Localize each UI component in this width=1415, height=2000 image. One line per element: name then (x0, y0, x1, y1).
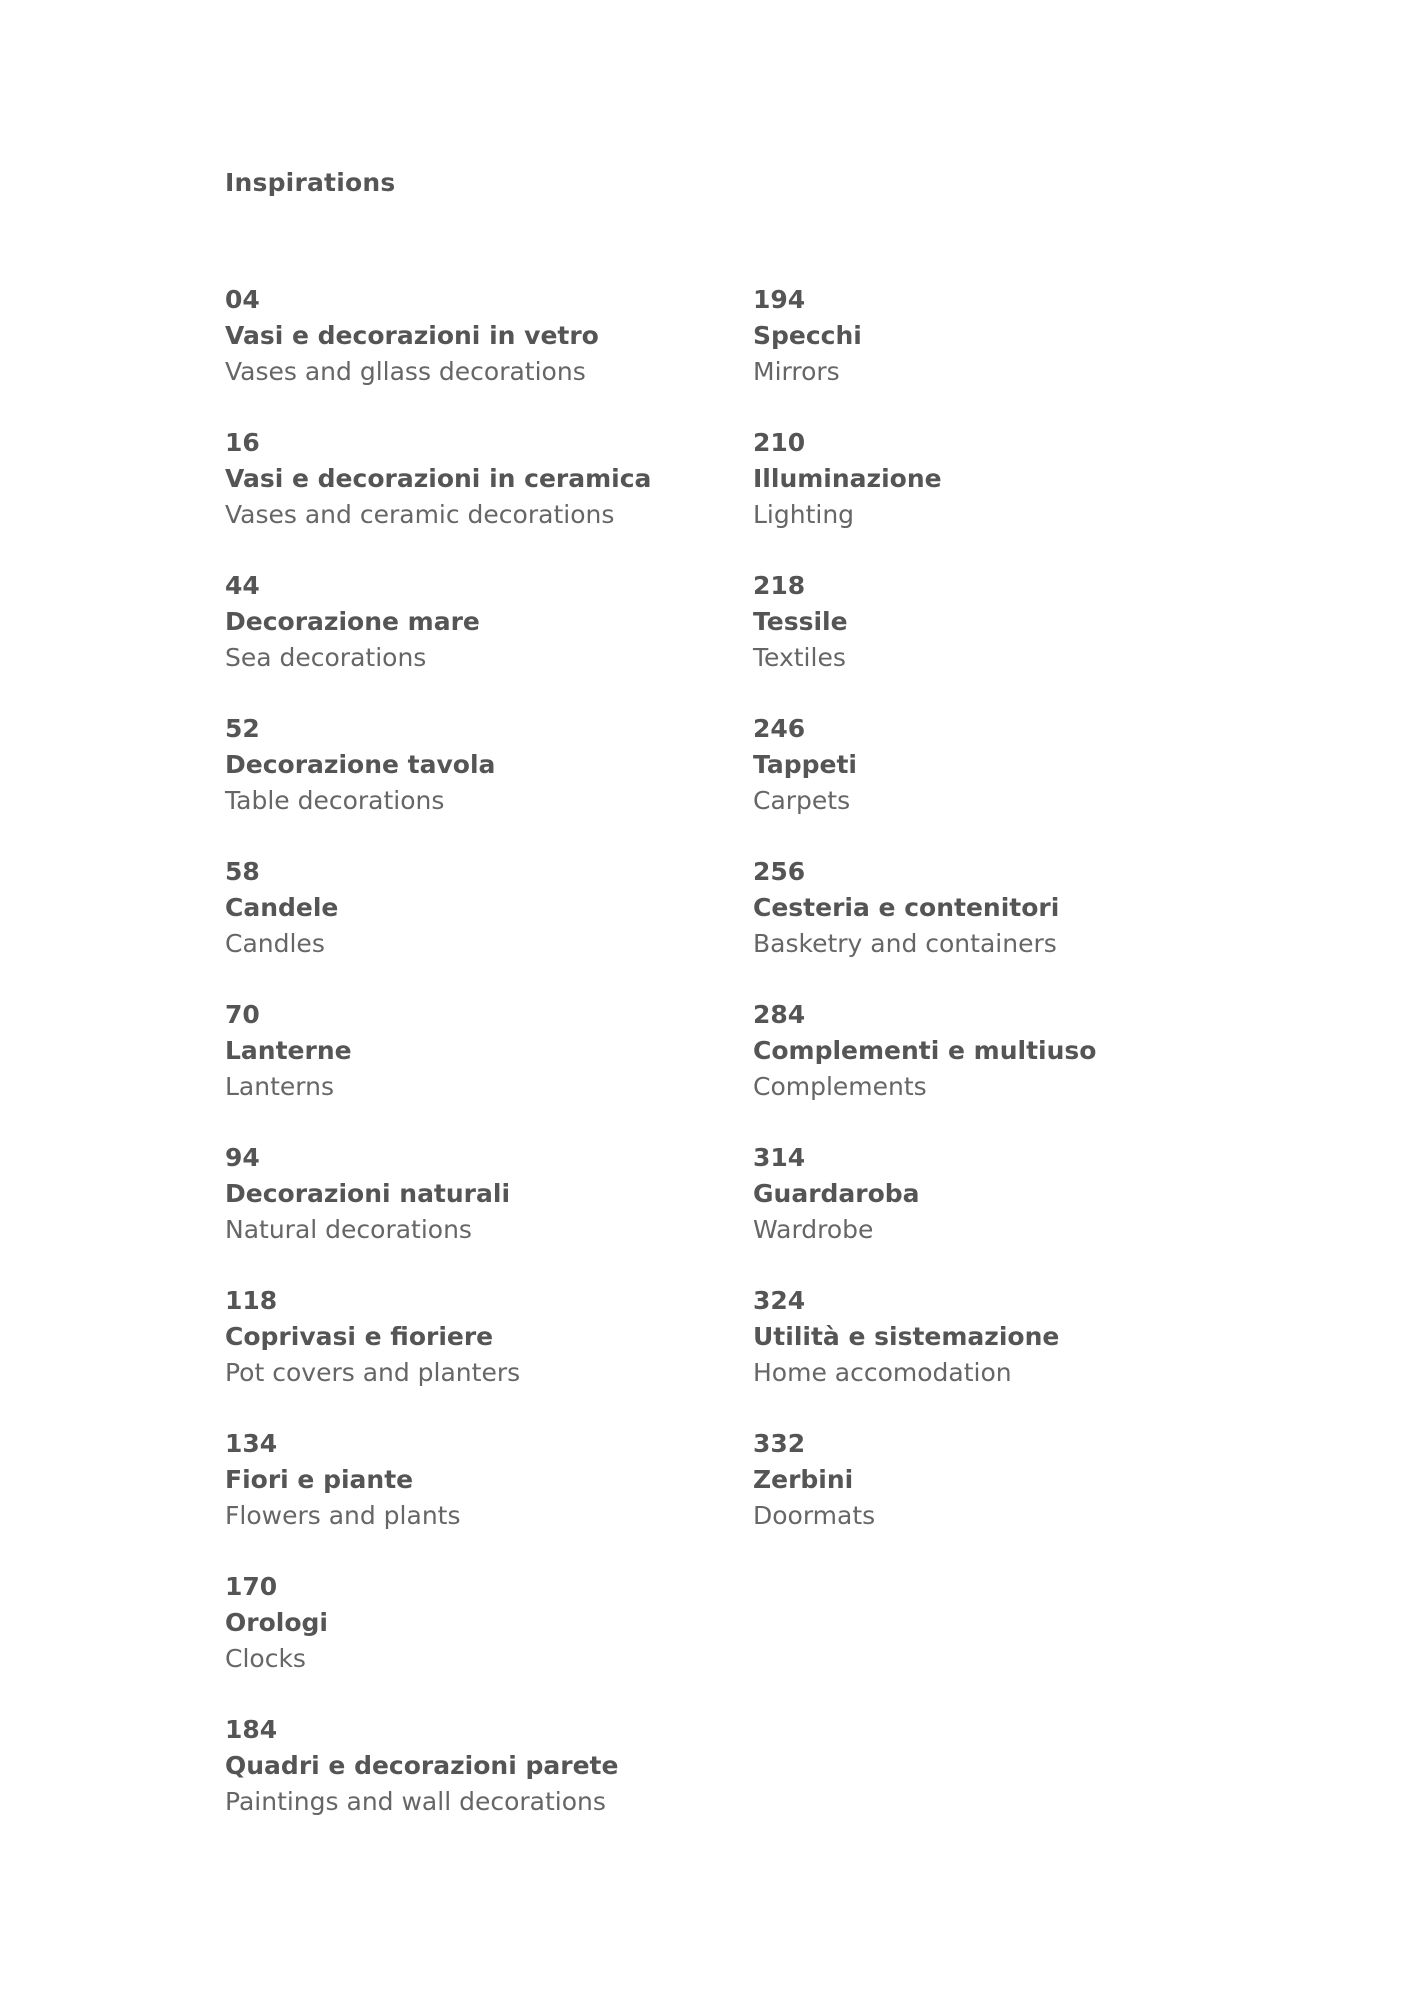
toc-page-number: 58 (225, 857, 260, 886)
toc-title-english: Lanterns (225, 1072, 334, 1101)
toc-title-english: Lighting (753, 500, 855, 529)
toc-title-italian: Decorazione tavola (225, 750, 496, 779)
toc-title-italian: Zerbini (753, 1465, 854, 1494)
toc-page-number: 246 (753, 714, 806, 743)
toc-left-column (225, 282, 745, 1855)
toc-title-english: Pot covers and planters (225, 1358, 521, 1387)
toc-title-italian: Coprivasi e fioriere (225, 1322, 494, 1351)
toc-page-number: 194 (753, 285, 806, 314)
toc-entry-zerbini[interactable] (753, 1426, 1273, 1569)
toc-title-italian: Vasi e decorazioni in ceramica (225, 464, 652, 493)
toc-title-italian: Specchi (753, 321, 862, 350)
toc-title-english: Textiles (753, 643, 846, 672)
toc-title-english: Candles (225, 929, 325, 958)
toc-title-english: Vases and gllass decorations (225, 357, 586, 386)
toc-entry-complementi[interactable] (753, 997, 1273, 1140)
toc-page-number: 324 (753, 1286, 806, 1315)
toc-entry-utilita[interactable] (753, 1283, 1273, 1426)
toc-title-english: Sea decorations (225, 643, 427, 672)
toc-title-english: Carpets (753, 786, 851, 815)
toc-entry-illuminazione[interactable] (753, 425, 1273, 568)
toc-title-italian: Fiori e piante (225, 1465, 414, 1494)
toc-page-number: 256 (753, 857, 806, 886)
toc-page-number: 218 (753, 571, 806, 600)
toc-title-italian: Candele (225, 893, 339, 922)
toc-entry-naturali[interactable] (225, 1140, 745, 1283)
toc-page-number: 184 (225, 1715, 278, 1744)
toc-page-number: 118 (225, 1286, 278, 1315)
toc-entry-fiori[interactable] (225, 1426, 745, 1569)
toc-entry-tappeti[interactable] (753, 711, 1273, 854)
toc-title-italian: Quadri e decorazioni parete (225, 1751, 619, 1780)
toc-page-number: 314 (753, 1143, 806, 1172)
toc-title-italian: Decorazione mare (225, 607, 480, 636)
toc-title-italian: Guardaroba (753, 1179, 920, 1208)
toc-page-number: 70 (225, 1000, 260, 1029)
toc-title-italian: Tessile (753, 607, 848, 636)
toc-title-english: Complements (753, 1072, 927, 1101)
toc-title-english: Vases and ceramic decorations (225, 500, 615, 529)
toc-title-english: Home accomodation (753, 1358, 1012, 1387)
toc-title-english: Natural decorations (225, 1215, 472, 1244)
toc-title-italian: Cesteria e contenitori (753, 893, 1060, 922)
toc-entry-guardaroba[interactable] (753, 1140, 1273, 1283)
toc-title-english: Wardrobe (753, 1215, 874, 1244)
toc-entry-tavola[interactable] (225, 711, 745, 854)
toc-page-number: 16 (225, 428, 260, 457)
toc-title-italian: Lanterne (225, 1036, 352, 1065)
toc-title-italian: Utilità e sistemazione (753, 1322, 1060, 1351)
toc-entry-cesteria[interactable] (753, 854, 1273, 997)
toc-title-italian: Vasi e decorazioni in vetro (225, 321, 599, 350)
toc-title-english: Table decorations (225, 786, 445, 815)
toc-title-english: Mirrors (753, 357, 840, 386)
toc-entry-candele[interactable] (225, 854, 745, 997)
toc-title-english: Doormats (753, 1501, 876, 1530)
toc-entry-lanterne[interactable] (225, 997, 745, 1140)
toc-entry-tessile[interactable] (753, 568, 1273, 711)
toc-title-italian: Decorazioni naturali (225, 1179, 511, 1208)
toc-page-number: 134 (225, 1429, 278, 1458)
toc-entry-specchi[interactable] (753, 282, 1273, 425)
toc-page-number: 284 (753, 1000, 806, 1029)
toc-title-italian: Orologi (225, 1608, 328, 1637)
toc-entry-orologi[interactable] (225, 1569, 745, 1712)
toc-entry-vetro[interactable] (225, 282, 745, 425)
toc-page-number: 332 (753, 1429, 806, 1458)
toc-page-number: 52 (225, 714, 260, 743)
toc-title-italian: Tappeti (753, 750, 857, 779)
toc-title-english: Flowers and plants (225, 1501, 461, 1530)
toc-page-number: 04 (225, 285, 260, 314)
toc-entry-coprivasi[interactable] (225, 1283, 745, 1426)
toc-entry-mare[interactable] (225, 568, 745, 711)
toc-entry-quadri[interactable] (225, 1712, 745, 1855)
toc-right-column (753, 282, 1273, 1569)
toc-title-english: Paintings and wall decorations (225, 1787, 606, 1816)
toc-title-italian: Illuminazione (753, 464, 942, 493)
toc-title-english: Basketry and containers (753, 929, 1057, 958)
toc-page-number: 170 (225, 1572, 278, 1601)
toc-page-number: 94 (225, 1143, 260, 1172)
page-title: Inspirations (225, 168, 396, 197)
toc-page-number: 44 (225, 571, 260, 600)
toc-title-english: Clocks (225, 1644, 306, 1673)
toc-entry-ceramica[interactable] (225, 425, 745, 568)
toc-page-number: 210 (753, 428, 806, 457)
toc-title-italian: Complementi e multiuso (753, 1036, 1097, 1065)
